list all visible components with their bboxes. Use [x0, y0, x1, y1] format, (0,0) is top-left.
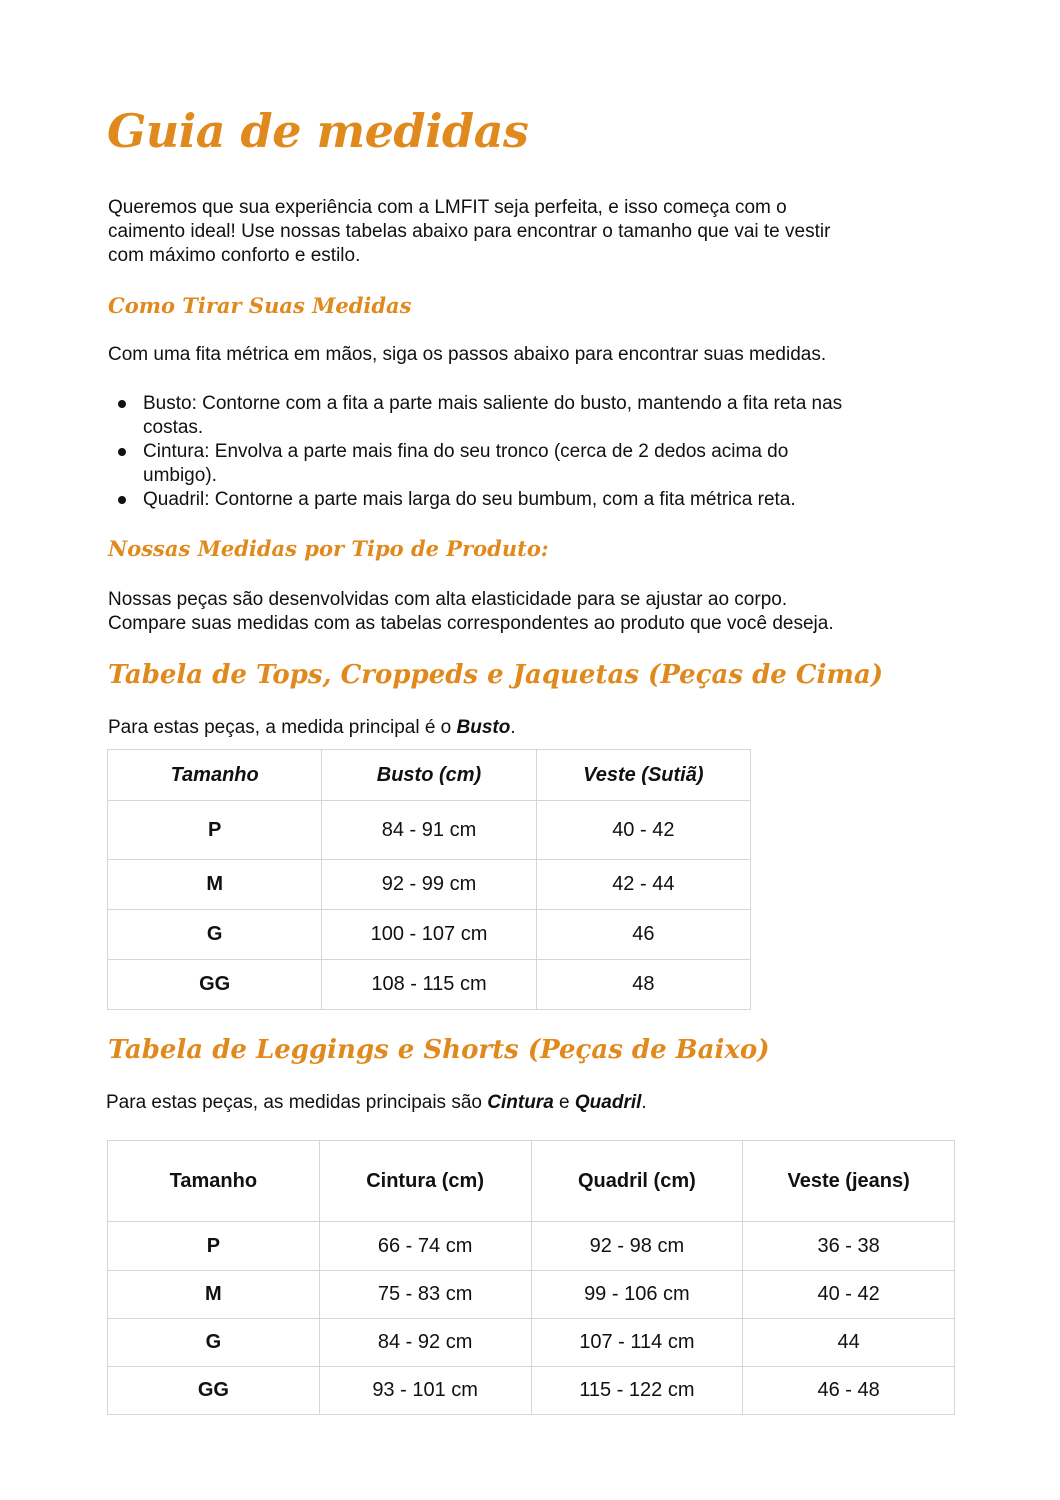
size-cell: P — [108, 801, 322, 860]
table-cell: 107 - 114 cm — [531, 1319, 743, 1367]
bottoms-heading: Tabela de Leggings e Shorts (Peças de Baixo) — [108, 1035, 770, 1065]
table-cell: 92 - 99 cm — [322, 860, 536, 910]
tops-note — [108, 716, 516, 740]
size-cell: GG — [108, 1367, 320, 1415]
table-cell: 46 — [536, 910, 750, 960]
intro-line-1: Queremos que sua experiência com a LMFIT seja perfeita, e isso começa com o — [108, 197, 787, 218]
page-title: Guia de medidas — [107, 104, 529, 158]
table-cell: 92 - 98 cm — [531, 1222, 743, 1271]
table-row — [108, 960, 751, 1010]
size-cell: M — [108, 860, 322, 910]
table-cell: 75 - 83 cm — [319, 1271, 531, 1319]
size-cell: G — [108, 1319, 320, 1367]
column-header: Veste (jeans) — [743, 1141, 955, 1222]
size-cell: P — [108, 1222, 320, 1271]
list-item-cintura — [108, 440, 968, 488]
table-header-row — [108, 1141, 955, 1222]
tops-size-table — [107, 749, 751, 1010]
tops-heading: Tabela de Tops, Croppeds e Jaquetas (Peças de Cima) — [108, 660, 884, 690]
table-cell: 99 - 106 cm — [531, 1271, 743, 1319]
table-cell: 66 - 74 cm — [319, 1222, 531, 1271]
table-cell: 40 - 42 — [743, 1271, 955, 1319]
table-cell: 42 - 44 — [536, 860, 750, 910]
list-item-quadril — [108, 488, 968, 512]
list-item-line: Busto: Contorne com a fita a parte mais saliente do busto, mantendo a fita reta nas — [143, 393, 843, 414]
list-item-line: Cintura: Envolva a parte mais fina do seu tronco (cerca de 2 dedos acima do — [143, 441, 789, 462]
table-cell: 44 — [743, 1319, 955, 1367]
products-line-2: Compare suas medidas com as tabelas correspondentes ao produto que você deseja. — [108, 613, 834, 634]
column-header: Veste (Sutiã) — [536, 750, 750, 801]
column-header: Busto (cm) — [322, 750, 536, 801]
table-cell: 100 - 107 cm — [322, 910, 536, 960]
tops-note-end: . — [510, 717, 516, 738]
list-item-busto — [108, 392, 968, 440]
table-cell: 115 - 122 cm — [531, 1367, 743, 1415]
tops-note-bold: Busto — [456, 717, 511, 738]
table-row — [108, 910, 751, 960]
list-item-line: umbigo). — [143, 465, 217, 486]
table-cell: 48 — [536, 960, 750, 1010]
intro-line-3: com máximo conforto e estilo. — [108, 245, 361, 266]
tops-note-text: Para estas peças, a medida principal é o — [108, 717, 457, 738]
size-cell: GG — [108, 960, 322, 1010]
table-cell: 40 - 42 — [536, 801, 750, 860]
measure-text: Com uma fita métrica em mãos, siga os passos abaixo para encontrar suas medidas. — [108, 344, 827, 365]
bottoms-note — [106, 1091, 647, 1115]
table-row — [108, 801, 751, 860]
bottoms-note-text: Para estas peças, as medidas principais são — [106, 1092, 488, 1113]
table-cell: 46 - 48 — [743, 1367, 955, 1415]
size-cell: M — [108, 1271, 320, 1319]
column-header: Tamanho — [108, 750, 322, 801]
column-header: Tamanho — [108, 1141, 320, 1222]
table-cell: 108 - 115 cm — [322, 960, 536, 1010]
size-cell: G — [108, 910, 322, 960]
table-cell: 84 - 92 cm — [319, 1319, 531, 1367]
column-header: Cintura (cm) — [319, 1141, 531, 1222]
table-row — [108, 860, 751, 910]
measure-heading: Como Tirar Suas Medidas — [108, 293, 412, 318]
products-heading: Nossas Medidas por Tipo de Produto: — [108, 536, 549, 561]
table-row — [108, 1222, 955, 1271]
products-line-1: Nossas peças são desenvolvidas com alta elasticidade para se ajustar ao corpo. — [108, 589, 788, 610]
table-cell: 36 - 38 — [743, 1222, 955, 1271]
list-item-line: costas. — [143, 417, 204, 438]
measure-list — [108, 392, 968, 512]
bottoms-size-table — [107, 1140, 955, 1415]
table-cell: 93 - 101 cm — [319, 1367, 531, 1415]
column-header: Quadril (cm) — [531, 1141, 743, 1222]
table-cell: 84 - 91 cm — [322, 801, 536, 860]
bottoms-note-mid: e — [553, 1092, 575, 1113]
table-row — [108, 1271, 955, 1319]
bottoms-note-bold-quadril: Quadril — [574, 1092, 642, 1113]
table-row — [108, 1367, 955, 1415]
list-item-line: Quadril: Contorne a parte mais larga do seu bumbum, com a fita métrica reta. — [143, 489, 796, 510]
bottoms-note-end: . — [641, 1092, 647, 1113]
bottoms-note-bold-cintura: Cintura — [487, 1092, 554, 1113]
intro-line-2: caimento ideal! Use nossas tabelas abaixo para encontrar o tamanho que vai te vestir — [108, 221, 831, 242]
table-header-row — [108, 750, 751, 801]
table-row — [108, 1319, 955, 1367]
